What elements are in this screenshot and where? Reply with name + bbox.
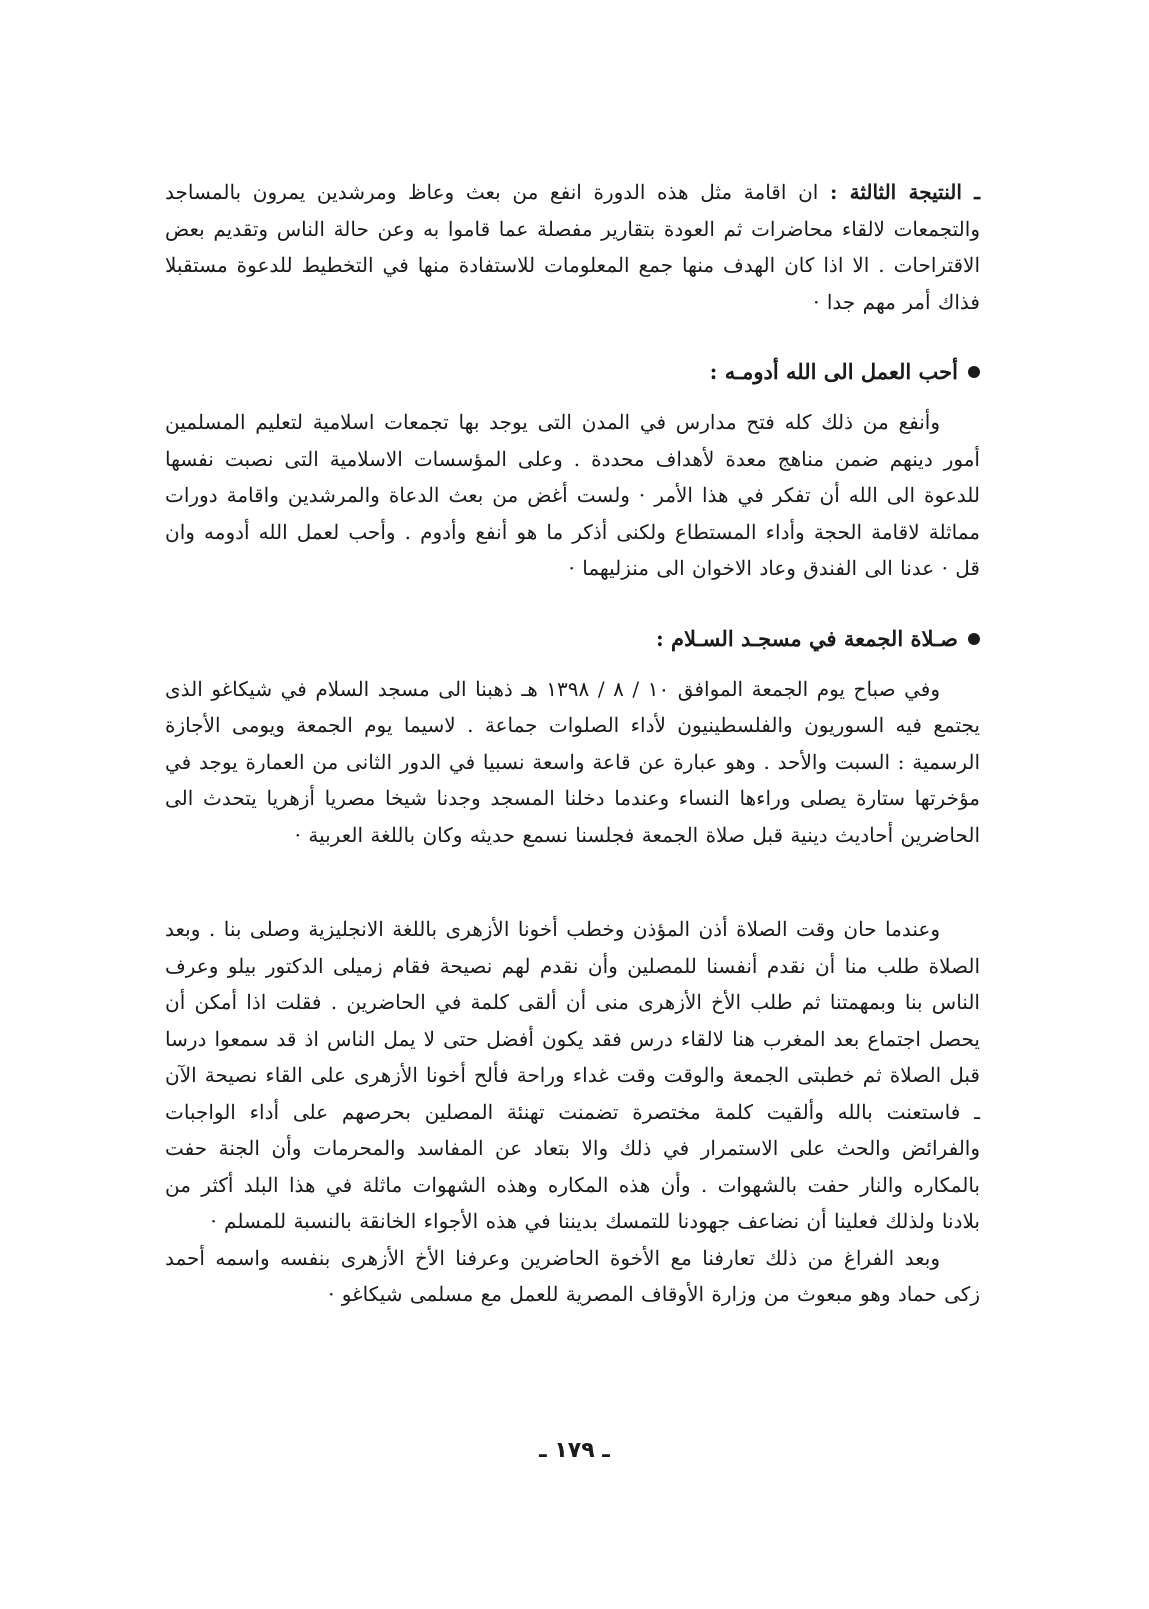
bullet-icon [968, 366, 980, 378]
page-number: ـ ١٧٩ ـ [539, 1438, 610, 1463]
paragraph-schools: وأنفع من ذلك كله فتح مدارس في المدن التى يوجد بها تجمعات اسلامية لتعليم المسلمين أمور دينهم ضمن مناهج معدة لأهداف محددة . وعلى المؤسسات الاسلامية التى نصبت نفسها للدعوة الى الله أن تفكر في هذا الأمر · ولست أغض من بعث الدعاة والمرشدين واقامة دورات مماثلة لاقامة الحجة وأداء المستطاع ولكنى أذكر ما هو أنفع وأدوم . وأحب لعمل الله أدومه وان قل · عدنا الى الفندق وعاد الاخوان الى منزليهما · [165, 410, 980, 580]
heading-text: أحب العمل الى الله أدومـه : [709, 359, 958, 384]
section-heading-friday-prayer [165, 621, 980, 657]
paragraph-friday-morning: وفي صباح يوم الجمعة الموافق ١٠ / ٨ / ١٣٩٨ هـ ذهبنا الى مسجد السلام في شيكاغو الذى يجتمع فيه السوريون والفلسطينيون لأداء الصلوات جماعة . لاسيما يوم الجمعة ويومى الأجازة الرسمية : السبت والأحد . وهو عبارة عن قاعة واسعة نسبيا في الدور الثانى من العمارة يوجد في مؤخرتها ستارة يصلى وراءها النساء وعندما دخلنا المسجد وجدنا شيخا مصريا أزهريا يتحدث الى الحاضرين أحاديث دينية قبل صلاة الجمعة فجلسنا نسمع حديثه وكان باللغة العربية · [165, 676, 980, 847]
paragraph-prayer-time: وعندما حان وقت الصلاة أذن المؤذن وخطب أخونا الأزهرى باللغة الانجليزية وصلى بنا . وبعد الصلاة طلب منا أن نقدم أنفسنا للمصلين وأن نقدم لهم نصيحة فقام زميلى الدكتور بيلو وعرف الناس بنا وبمهمتنا ثم طلب الأخ الأزهرى منى أن ألقى كلمة في الحاضرين . فقلت اذا أمكن أن يحصل اجتماع بعد المغرب هنا لالقاء درس فقد يكون أفضل حتى لا يمل الناس اذ قد سمعوا درسا قبل الصلاة ثم خطبتى الجمعة والوقت وقت غداء وراحة فألح أخونا الأزهرى على القاء نصيحة الآن ـ فاستعنت بالله وألقيت كلمة مختصرة تضمنت تهنئة المصلين بحرصهم على أداء الواجبات والفرائض والحث على الاستمرار في ذلك والا بتعاد عن المفاسد والمحرمات وأن الجنة حفت بالمكاره والنار حفت بالشهوات . وأن هذه المكاره وهذه الشهوات ماثلة في هذا البلد أكثر من بلادنا ولذلك فعلينا أن نضاعف جهودنا للتمسك بديننا في هذه الأجواء الخانقة بالنسبة للمسلم · [165, 917, 980, 1233]
paragraph-lead: ـ النتيجة الثالثة : [829, 180, 980, 204]
section-heading-best-deeds [165, 354, 980, 390]
page-body [165, 160, 980, 1313]
paragraph-acquaintance: وبعد الفراغ من ذلك تعارفنا مع الأخوة الحاضرين وعرفنا الأخ الأزهرى بنفسه واسمه أحمد زكى حماد وهو مبعوث من وزارة الأوقاف المصرية للعمل مع مسلمى شيكاغو · [165, 1245, 980, 1306]
paragraph-text: ان اقامة مثل هذه الدورة انفع من بعث وعاظ ومرشدين يمرون بالمساجد والتجمعات لالقاء محاضرات ثم العودة بتقارير مفصلة عما قاموا به وعن حالة الناس وتقديم بعض الاقتراحات . الا اذا كان الهدف منها جمع المعلومات للاستفادة منها في التخطيط للدعوة مستقبلا فذاك أمر مهم جدا · [165, 180, 980, 314]
paragraph-third-result [165, 174, 980, 320]
bullet-icon [968, 633, 980, 645]
heading-text: صـلاة الجمعة في مسجـد السـلام : [655, 625, 958, 651]
